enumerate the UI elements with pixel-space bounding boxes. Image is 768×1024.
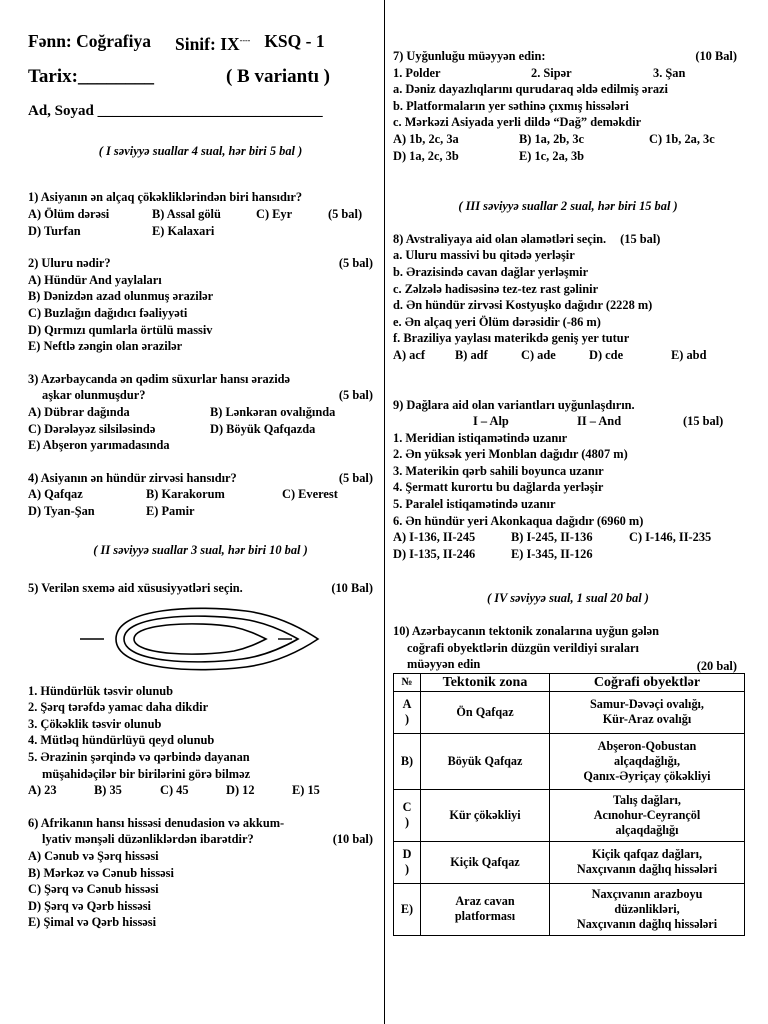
question-text: 6) Afrikanın hansı hissəsi denudasion və akkum- <box>28 815 285 830</box>
test-code: KSQ - 1 <box>264 31 325 51</box>
header-cell: № <box>394 673 421 691</box>
row-letter[interactable]: B) <box>394 733 421 789</box>
terms-row <box>393 65 743 82</box>
question-text: 3) Azərbaycanda ən qədim süxurlar hansı ərazidə <box>28 371 291 386</box>
points-label: (5 bal) <box>338 470 373 485</box>
item: a. Uluru massivi bu qitədə yerləşir <box>393 248 575 263</box>
options-row <box>393 546 743 563</box>
points-label: (5 bal) <box>328 207 363 222</box>
right-column <box>393 0 743 936</box>
class-label: Sinif: IX---- <box>174 33 251 54</box>
row-letter[interactable]: C ) <box>394 789 421 841</box>
points-label: (5 bal) <box>338 388 373 403</box>
term: 3. Şan <box>653 65 686 80</box>
table-row <box>394 841 745 883</box>
points-label: (10 Bal) <box>695 49 737 63</box>
item: 4. Şermatt kurortu bu dağlarda yerləşir <box>393 480 604 495</box>
table-header-row <box>394 673 745 691</box>
option[interactable]: C) I-146, II-235 <box>629 530 712 545</box>
question-3 <box>28 371 373 454</box>
question-text-row <box>393 656 743 673</box>
level4-heading: ( IV səviyyə sual, 1 sual 20 bal ) <box>487 591 649 606</box>
option[interactable]: C) Everest <box>282 487 338 502</box>
question-5 <box>28 580 373 799</box>
column-divider <box>384 0 385 1024</box>
term: 2. Sipər <box>531 65 572 80</box>
item: 5. Paralel istiqamətində uzanır <box>393 497 556 512</box>
subject-label: Fənn: Coğrafiya <box>28 31 151 51</box>
option[interactable]: B) Assal gölü <box>152 207 221 222</box>
option[interactable]: A) 23 <box>28 783 57 798</box>
table-row <box>394 789 745 841</box>
options-row <box>28 421 373 438</box>
question-text: 10) Azərbaycanın tektonik zonalarına uyğun gələn <box>393 624 660 639</box>
question-text: 2) Uluru nədir? <box>28 256 111 271</box>
question-2 <box>28 255 373 355</box>
option[interactable]: D) Böyük Qafqazda <box>210 421 316 436</box>
left-column <box>28 0 373 931</box>
option[interactable]: A) I-136, II-245 <box>393 530 476 545</box>
date-line <box>28 65 373 89</box>
option[interactable]: E) 1c, 2a, 3b <box>519 148 585 163</box>
option[interactable]: B) Dənizdən azad olunmuş ərazilər <box>28 289 214 304</box>
option[interactable]: A) Dübrar dağında <box>28 404 130 419</box>
question-text: 1) Asiyanın ən alçaq çökəkliklərindən biri hansıdır? <box>28 190 303 205</box>
question-text: 8) Avstraliyaya aid olan əlamətləri seçin. <box>393 231 607 246</box>
question-text: 7) Uyğunluğu müəyyən edin: <box>393 49 546 63</box>
question-text-row <box>28 387 373 404</box>
zone-cell: Kiçik Qafqaz <box>421 841 550 883</box>
option[interactable]: D) 1a, 2c, 3b <box>393 148 459 163</box>
options-row <box>28 206 373 223</box>
option[interactable]: B) Mərkəz və Cənub hissəsi <box>28 865 174 880</box>
item-cont: müşahidəçilər bir birilərini görə bilməz <box>42 766 251 781</box>
question-9 <box>393 397 743 563</box>
question-10 <box>393 623 743 936</box>
zone-cell: Kür çökəkliyi <box>421 789 550 841</box>
options-row <box>393 529 743 546</box>
options-row <box>28 223 373 240</box>
option[interactable]: D) Turfan <box>28 223 81 238</box>
options-row <box>28 404 373 421</box>
option[interactable]: E) Neftlə zəngin olan ərazilər <box>28 339 183 354</box>
options-row <box>28 503 373 520</box>
column-label: I – Alp <box>473 414 509 429</box>
option[interactable]: A) Qafqaz <box>28 487 83 502</box>
option[interactable]: D) Qırmızı qumlarla örtülü massiv <box>28 322 213 337</box>
objects-cell: Naxçıvanın arazboyu düzənlikləri, Naxçıvanın dağlıq hissələri <box>550 883 745 935</box>
question-text: 5) Verilən sxemə aid xüsusiyyətləri seçin. <box>28 581 243 596</box>
option[interactable]: C) 1b, 2a, 3c <box>649 131 715 146</box>
level2-heading: ( II səviyyə suallar 3 sual, hər biri 10 bal ) <box>93 542 308 557</box>
option[interactable]: E) Abşeron yarımadasında <box>28 438 170 453</box>
points-label: (10 Bal) <box>331 581 373 596</box>
option[interactable]: C) ade <box>521 347 556 362</box>
term: 1. Polder <box>393 65 441 80</box>
item: 3. Çökəklik təsvir olunub <box>28 716 162 731</box>
option[interactable]: A) Ölüm dərəsi <box>28 207 110 222</box>
objects-cell: Abşeron-Qobustan alçaqdağlığı, Qanıx-Əyriçay çökəkliyi <box>550 733 745 789</box>
item: 3. Materikin qərb sahili boyunca uzanır <box>393 463 604 478</box>
option[interactable]: B) 35 <box>94 783 122 798</box>
item: e. Ən alçaq yeri Ölüm dərəsidir (-86 m) <box>393 314 601 329</box>
options-row <box>28 486 373 503</box>
question-text-cont: müəyyən edin <box>407 657 481 672</box>
header-line <box>28 30 373 55</box>
option[interactable]: B) Lənkəran ovalığında <box>210 404 336 419</box>
definition: b. Platformaların yer səthinə çıxmış hissələri <box>393 98 629 113</box>
option[interactable]: C) Eyr <box>256 207 293 222</box>
points-label: (15 bal) <box>620 231 661 246</box>
option[interactable]: D) Şərq və Qərb hissəsi <box>28 898 151 913</box>
points-label: (5 bal) <box>338 256 373 271</box>
option[interactable]: E) I-345, II-126 <box>511 546 593 561</box>
question-7 <box>393 48 743 164</box>
middle-contour <box>124 616 298 662</box>
option[interactable]: A) 1b, 2c, 3a <box>393 131 459 146</box>
zone-cell: Araz cavan platforması <box>421 883 550 935</box>
row-letter[interactable]: D ) <box>394 841 421 883</box>
definition: a. Dəniz dayazlıqlarını qurudaraq əldə edilmiş ərazi <box>393 82 669 97</box>
question-6 <box>28 815 373 931</box>
option[interactable]: C) Dərələyəz silsiləsində <box>28 421 156 436</box>
option[interactable]: A) Cənub və Şərq hissəsi <box>28 849 159 864</box>
options-row <box>393 131 743 148</box>
question-1 <box>28 189 373 239</box>
option[interactable]: E) abd <box>671 347 707 362</box>
variant-label: ( B variantı ) <box>225 65 330 87</box>
objects-cell: Kiçik qafqaz dağları, Naxçıvanın dağlıq hissələri <box>550 841 745 883</box>
question-8 <box>393 231 743 364</box>
zone-cell: Ön Qafqaz <box>421 691 550 733</box>
zone-cell: Böyük Qafqaz <box>421 733 550 789</box>
item: b. Ərazisində cavan dağlar yerləşmir <box>393 264 589 279</box>
option[interactable]: D) I-135, II-246 <box>393 546 476 561</box>
item: d. Ən hündür zirvəsi Kostyuşko dağıdır (2228 m) <box>393 298 653 313</box>
table-row <box>394 733 745 789</box>
option[interactable]: D) cde <box>589 347 624 362</box>
option[interactable]: A) Hündür And yaylaları <box>28 272 162 287</box>
question-text-cont: coğrafi obyektlərin düzgün verildiyi sıraları <box>407 640 639 655</box>
option[interactable]: B) Karakorum <box>146 487 225 502</box>
row-letter[interactable]: A ) <box>394 691 421 733</box>
item: 1. Hündürlük təsvir olunub <box>28 683 174 698</box>
question-text-row <box>393 231 743 248</box>
columns-row <box>393 413 743 430</box>
option[interactable]: B) adf <box>455 347 488 362</box>
objects-cell: Samur-Dəvəçi ovalığı, Kür-Araz ovalığı <box>550 691 745 733</box>
item: 6. Ən hündür yeri Akonkaqua dağıdır (6960 m) <box>393 513 644 528</box>
option[interactable]: C) Buzlağın dağıdıcı fəaliyyəti <box>28 305 188 320</box>
table-row <box>394 691 745 733</box>
options-row <box>393 148 743 165</box>
option[interactable]: B) I-245, II-136 <box>511 530 593 545</box>
contour-scheme <box>78 601 328 683</box>
objects-cell: Talış dağları, Acınohur-Ceyrançöl alçaqdağlığı <box>550 789 745 841</box>
option[interactable]: E) Kalaxari <box>152 223 215 238</box>
question-text-row <box>393 48 743 65</box>
question-text-row <box>28 831 373 848</box>
row-letter[interactable]: E) <box>394 883 421 935</box>
date-field[interactable]: Tarix:________ <box>28 65 154 87</box>
question-text-cont: aşkar olunmuşdur? <box>42 388 146 403</box>
question-text-row <box>28 470 373 487</box>
definition: c. Mərkəzi Asiyada yerli dildə “Dağ” deməkdir <box>393 115 642 130</box>
option[interactable]: E) Şimal və Qərb hissəsi <box>28 915 157 930</box>
points-label: (10 bal) <box>332 832 373 847</box>
item: f. Braziliya yaylası materikdə geniş yer tutur <box>393 331 630 346</box>
question-text-cont: lyativ mənşəli düzənliklərdən ibarətdir? <box>42 832 254 847</box>
option[interactable]: B) 1a, 2b, 3c <box>519 131 585 146</box>
question-text-row <box>28 255 373 272</box>
column-label: II – And <box>577 414 622 429</box>
points-label: (20 bal) <box>696 659 737 674</box>
item: c. Zəlzələ hadisəsinə tez-tez rast gəlinir <box>393 281 599 296</box>
header-cell: Tektonik zona <box>421 673 550 691</box>
item: 5. Ərazinin şərqində və qərbində dayanan <box>28 750 250 765</box>
question-text: 4) Asiyanın ən hündür zirvəsi hansıdır? <box>28 470 237 485</box>
option[interactable]: D) Tyan-Şan <box>28 503 95 518</box>
name-field[interactable]: Ad, Soyad ______________________________ <box>28 102 323 119</box>
question-4 <box>28 470 373 520</box>
item: 1. Meridian istiqamətində uzanır <box>393 430 568 445</box>
item: 2. Şərq tərəfdə yamac daha dikdir <box>28 700 209 715</box>
points-label: (15 bal) <box>683 414 724 429</box>
tectonic-table <box>393 673 745 936</box>
options-row <box>393 347 743 364</box>
option[interactable]: C) 45 <box>160 783 189 798</box>
question-text-row <box>28 580 373 597</box>
header-cell: Coğrafi obyektlər <box>550 673 745 691</box>
question-text: 9) Dağlara aid olan variantları uyğunlaşdırın. <box>393 397 635 412</box>
inner-contour <box>134 624 266 654</box>
item: 2. Ən yüksək yeri Monblan dağıdır (4807 m) <box>393 447 628 462</box>
table-row <box>394 883 745 935</box>
level3-heading: ( III səviyyə suallar 2 sual, hər biri 15 bal ) <box>458 199 678 214</box>
options-row <box>28 782 373 799</box>
option[interactable]: C) Şərq və Cənub hissəsi <box>28 882 159 897</box>
option[interactable]: E) 15 <box>292 783 320 798</box>
option[interactable]: E) Pamir <box>146 503 195 518</box>
option[interactable]: A) acf <box>393 347 425 362</box>
level1-heading: ( I səviyyə suallar 4 sual, hər biri 5 bal ) <box>98 143 303 158</box>
option[interactable]: D) 12 <box>226 783 255 798</box>
item: 4. Mütləq hündürlüyü qeyd olunub <box>28 733 215 748</box>
